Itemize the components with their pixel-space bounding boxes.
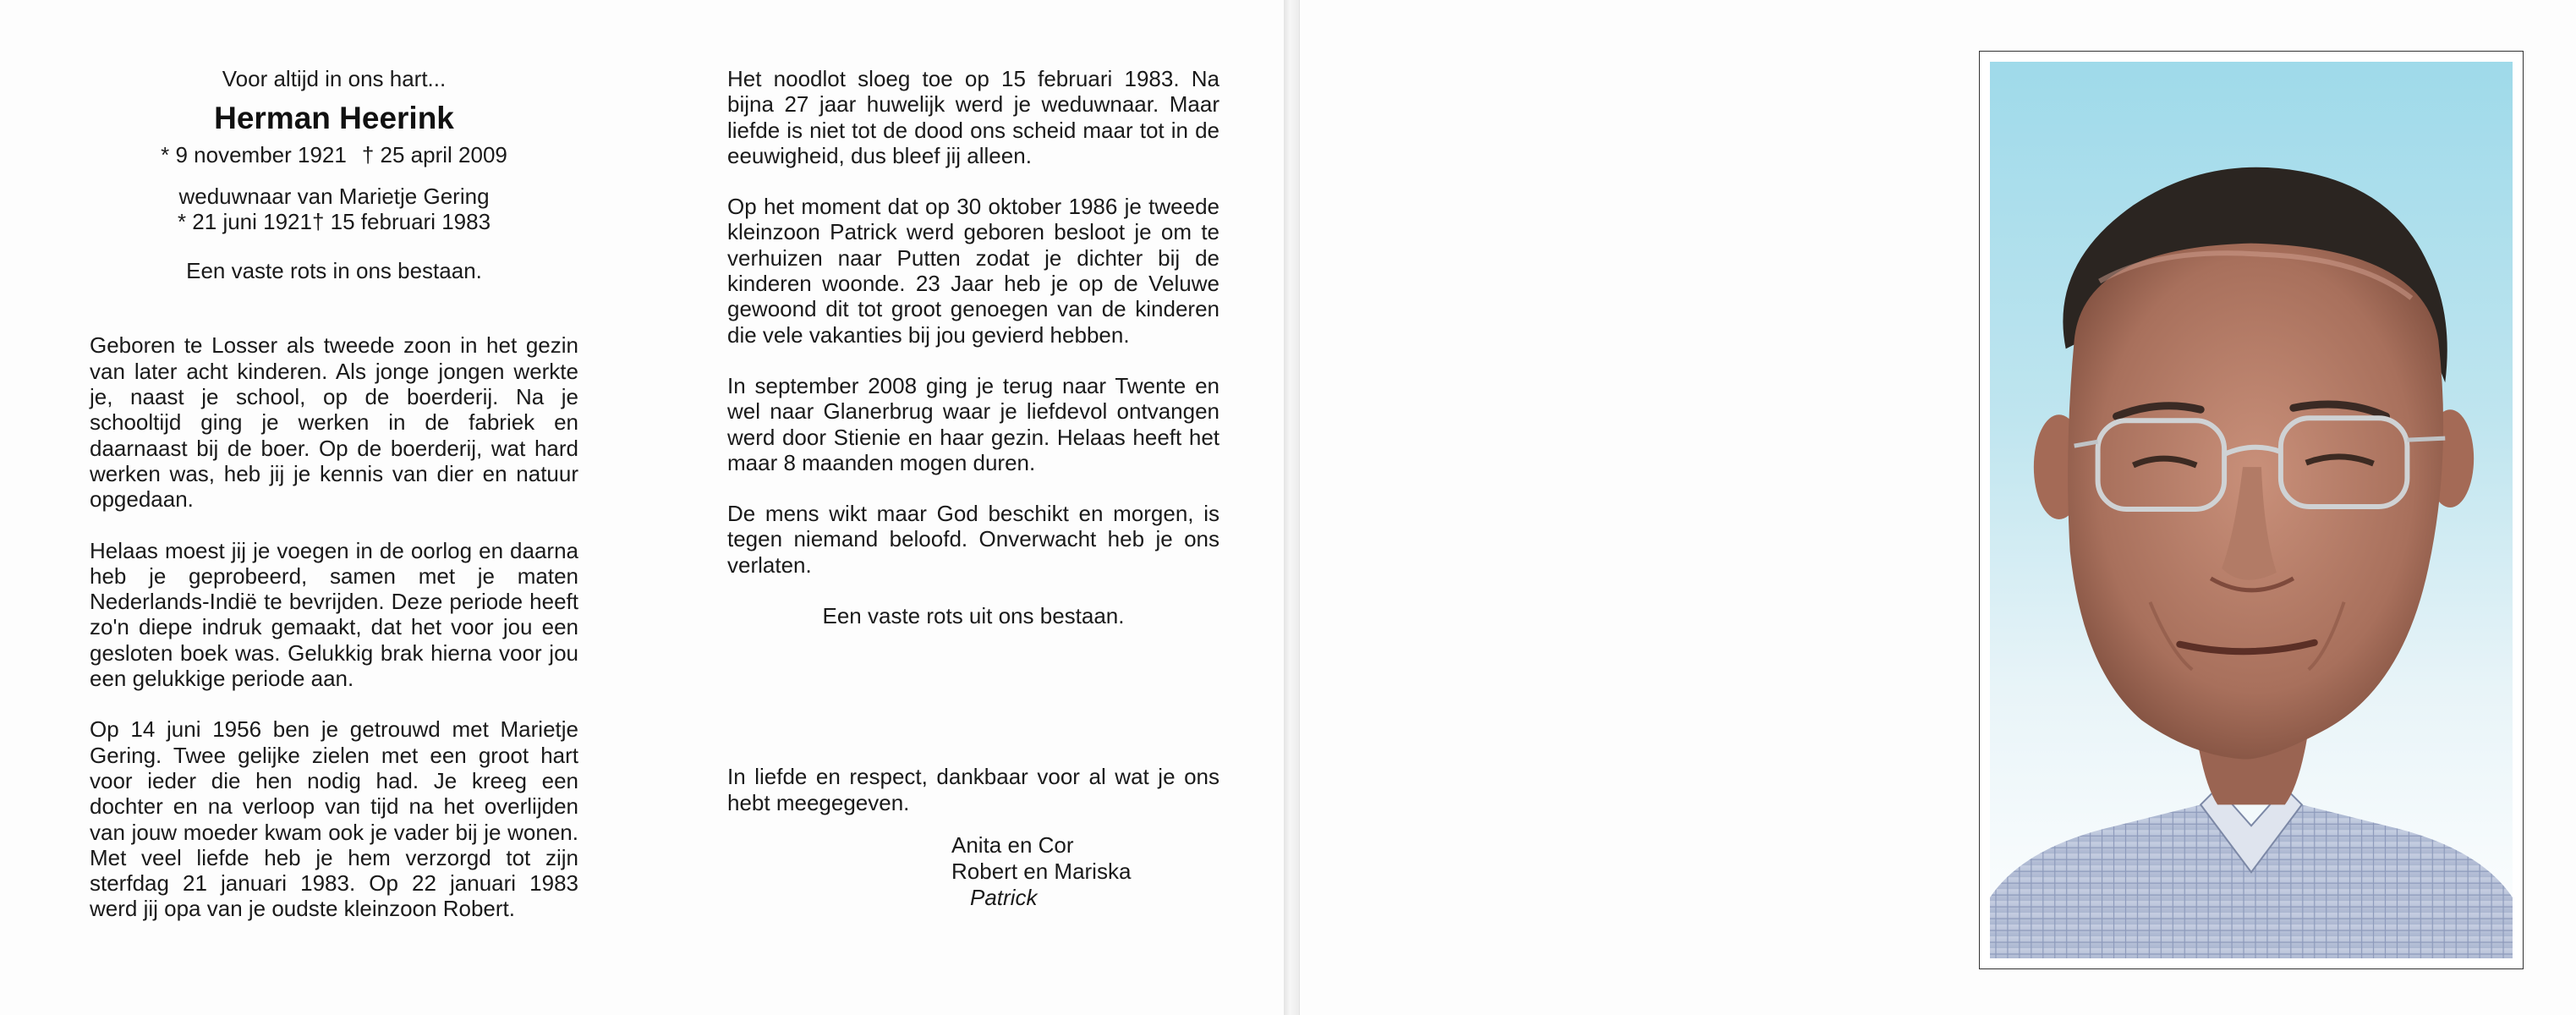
thanks-line: In liefde en respect, dankbaar voor al wat je ons hebt meegegeven. <box>727 764 1219 815</box>
signature-line: Anita en Cor <box>951 831 1074 858</box>
spouse-line: weduwnaar van Marietje Gering <box>178 183 490 209</box>
card-fold <box>1284 0 1299 1015</box>
life-story-left <box>90 332 578 921</box>
signature-line: Patrick <box>970 884 1038 910</box>
text-column-left <box>90 66 578 947</box>
deceased-name: Herman Heerink <box>214 101 454 136</box>
story-paragraph: Het noodlot sloeg toe op 15 februari 1983. Na bijna 27 jaar huwelijk werd je weduwnaar. Maar liefde is niet tot de dood ons scheid maar tot in de eeuwigheid, dus bleef jij alleen. <box>727 66 1219 168</box>
birth-date: * 9 november 1921 <box>161 142 347 168</box>
story-paragraph: Helaas moest jij je voegen in de oorlog en daarna heb je geprobeerd, samen met je maten Nederlands-Indië te bevrijden. Deze periode heeft zo'n diepe indruk gemaakt, dat het voor jou een gesloten boek was. Gelukkig brak hierna voor jou een gelukkige periode aan. <box>90 537 578 692</box>
story-paragraph: Op 14 juni 1956 ben je getrouwd met Marietje Gering. Twee gelijke zielen met een groot hart voor ieder die hen nodig had. Je kreeg een dochter en na verloop van tijd na het overlijden van jouw moeder kwam ook je vader bij je wonen. Met veel liefde heb je hem verzorgd tot zijn sterfdag 21 januari 1983. Op 22 januari 1983 werd jij opa van je oudste kleinzoon Robert. <box>90 716 578 922</box>
text-column-right <box>727 66 1219 911</box>
story-paragraph: De mens wikt maar God beschikt en morgen, is tegen niemand beloofd. Onverwacht heb je ons verlaten. <box>727 501 1219 578</box>
life-story-right <box>727 66 1219 578</box>
spouse-block <box>90 184 578 235</box>
motto: Een vaste rots in ons bestaan. <box>186 258 482 284</box>
life-dates <box>90 142 578 167</box>
signature-line: Robert en Mariska <box>951 858 1132 884</box>
closing-motto: Een vaste rots uit ons bestaan. <box>822 603 1125 629</box>
portrait-illustration <box>1990 62 2513 958</box>
spouse-birth-date: * 21 juni 1921 <box>177 208 312 234</box>
spouse-dates <box>90 209 578 234</box>
portrait-photo <box>1990 62 2513 958</box>
story-paragraph: Geboren te Losser als tweede zoon in het gezin van later acht kinderen. Als jonge jongen werkte je, naast je school, op de boerderij. Na je schooltijd ging je werken in de fabriek en daarnaast bij de boer. Op de boerderij, wat hard werken was, heb jij je kennis van dier en natuur opgedaan. <box>90 332 578 513</box>
portrait-frame <box>1979 51 2524 969</box>
intro-line: Voor altijd in ons hart... <box>222 66 447 91</box>
card-inside-left-page <box>0 0 1285 1015</box>
death-date: † 25 april 2009 <box>361 142 507 168</box>
story-paragraph: Op het moment dat op 30 oktober 1986 je tweede kleinzoon Patrick werd geboren besloot je om te verhuizen naar Putten zodat je dichter bij de kinderen woonde. 23 Jaar heb je op de Veluwe gewoond dit tot groot genoegen van de kinderen die vele vakanties bij jou gevierd hebben. <box>727 194 1219 348</box>
spouse-death-date: † 15 februari 1983 <box>311 208 491 234</box>
story-paragraph: In september 2008 ging je terug naar Twente en wel naar Glanerbrug waar je liefdevol ontvangen werd door Stienie en haar gezin. Helaas heeft het maar 8 maanden mogen duren. <box>727 372 1219 475</box>
signatures <box>951 832 1219 911</box>
